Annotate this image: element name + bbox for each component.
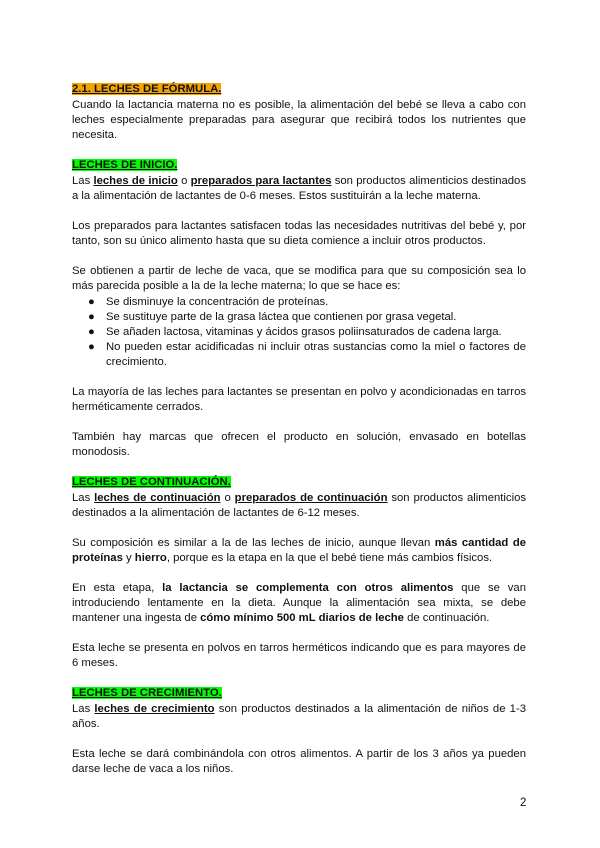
list-item: ● Se disminuye la concentración de proteínas. <box>88 296 329 308</box>
section-title: 2.1. LECHES DE FÓRMULA. <box>72 83 222 95</box>
continuacion-paragraph-1: Las leches de continuación o preparados de continuación son productos alimenticios destinados a la alimentación de lactantes de 6-12 meses. <box>72 492 527 519</box>
bullet-icon: ● <box>88 296 95 308</box>
inicio-paragraph-2: Los preparados para lactantes satisfacen todas las necesidades nutritivas del bebé y, por tanto, son su único alimento hasta que su dieta comience a incluir otros productos. <box>72 220 526 247</box>
page-number: 2 <box>520 797 527 809</box>
bullet-icon: ● <box>88 326 95 338</box>
term-preparados-de-continuacion: preparados de continuación <box>234 492 388 504</box>
bullet-icon: ● <box>88 311 95 323</box>
crecimiento-heading: LECHES DE CRECIMIENTO. <box>72 687 222 699</box>
term-leches-de-inicio: leches de inicio <box>93 175 178 187</box>
bullet-icon: ● <box>88 341 95 353</box>
continuacion-paragraph-3: En esta etapa, la lactancia se complementa con otros alimentos que se van introduciendo lentamente en la dieta. Aunque la alimentación sea mixta, se debe mantener una ingesta de cómo mínimo 500 mL diarios de leche de continuación. <box>72 582 526 624</box>
intro-paragraph: Cuando la lactancia materna no es posible, la alimentación del bebé se lleva a cabo con leches especialmente preparadas para asegurar que recibirá todos los nutrientes que necesita. <box>72 99 526 141</box>
continuacion-paragraph-4: Esta leche se presenta en polvos en tarros herméticos indicando que es para mayores de 6 meses. <box>72 642 526 669</box>
term-preparados-para-lactantes: preparados para lactantes <box>190 175 332 187</box>
list-item: ● No pueden estar acidificadas ni incluir otras sustancias como la miel o factores de crecimiento. <box>88 341 526 368</box>
inicio-paragraph-3: Se obtienen a partir de leche de vaca, que se modifica para que su composición sea lo más parecida posible a la de la leche materna; lo que se hace es: <box>72 265 526 292</box>
inicio-paragraph-5: También hay marcas que ofrecen el producto en solución, envasado en botellas monodosis. <box>72 431 526 458</box>
term-leches-de-continuacion: leches de continuación <box>94 492 221 504</box>
crecimiento-paragraph-1: Las leches de crecimiento son productos destinados a la alimentación de niños de 1-3 años. <box>72 703 527 730</box>
term-leches-de-crecimiento: leches de crecimiento <box>94 703 215 715</box>
inicio-heading: LECHES DE INICIO. <box>72 159 178 171</box>
inicio-bullet-list <box>72 295 526 370</box>
crecimiento-paragraph-2: Esta leche se dará combinándola con otros alimentos. A partir de los 3 años ya pueden darse leche de vaca a los niños. <box>72 748 526 775</box>
list-item: ● Se sustituye parte de la grasa láctea que contienen por grasa vegetal. <box>88 311 457 323</box>
inicio-paragraph-4: La mayoría de las leches para lactantes se presentan en polvo y acondicionadas en tarros herméticamente cerrados. <box>72 386 526 413</box>
continuacion-paragraph-2: Su composición es similar a la de las leches de inicio, aunque llevan más cantidad de proteínas y hierro, porque es la etapa en la que el bebé tiene más cambios físicos. <box>72 537 526 564</box>
continuacion-heading: LECHES DE CONTINUACIÓN. <box>72 476 231 488</box>
list-item: ● Se añaden lactosa, vitaminas y ácidos grasos poliinsaturados de cadena larga. <box>88 326 502 338</box>
document-page <box>72 82 526 792</box>
inicio-paragraph-1: Las leches de inicio o preparados para lactantes son productos alimenticios destinados a la alimentación de lactantes de 0-6 meses. Estos sustituirán a la leche materna. <box>72 175 526 202</box>
